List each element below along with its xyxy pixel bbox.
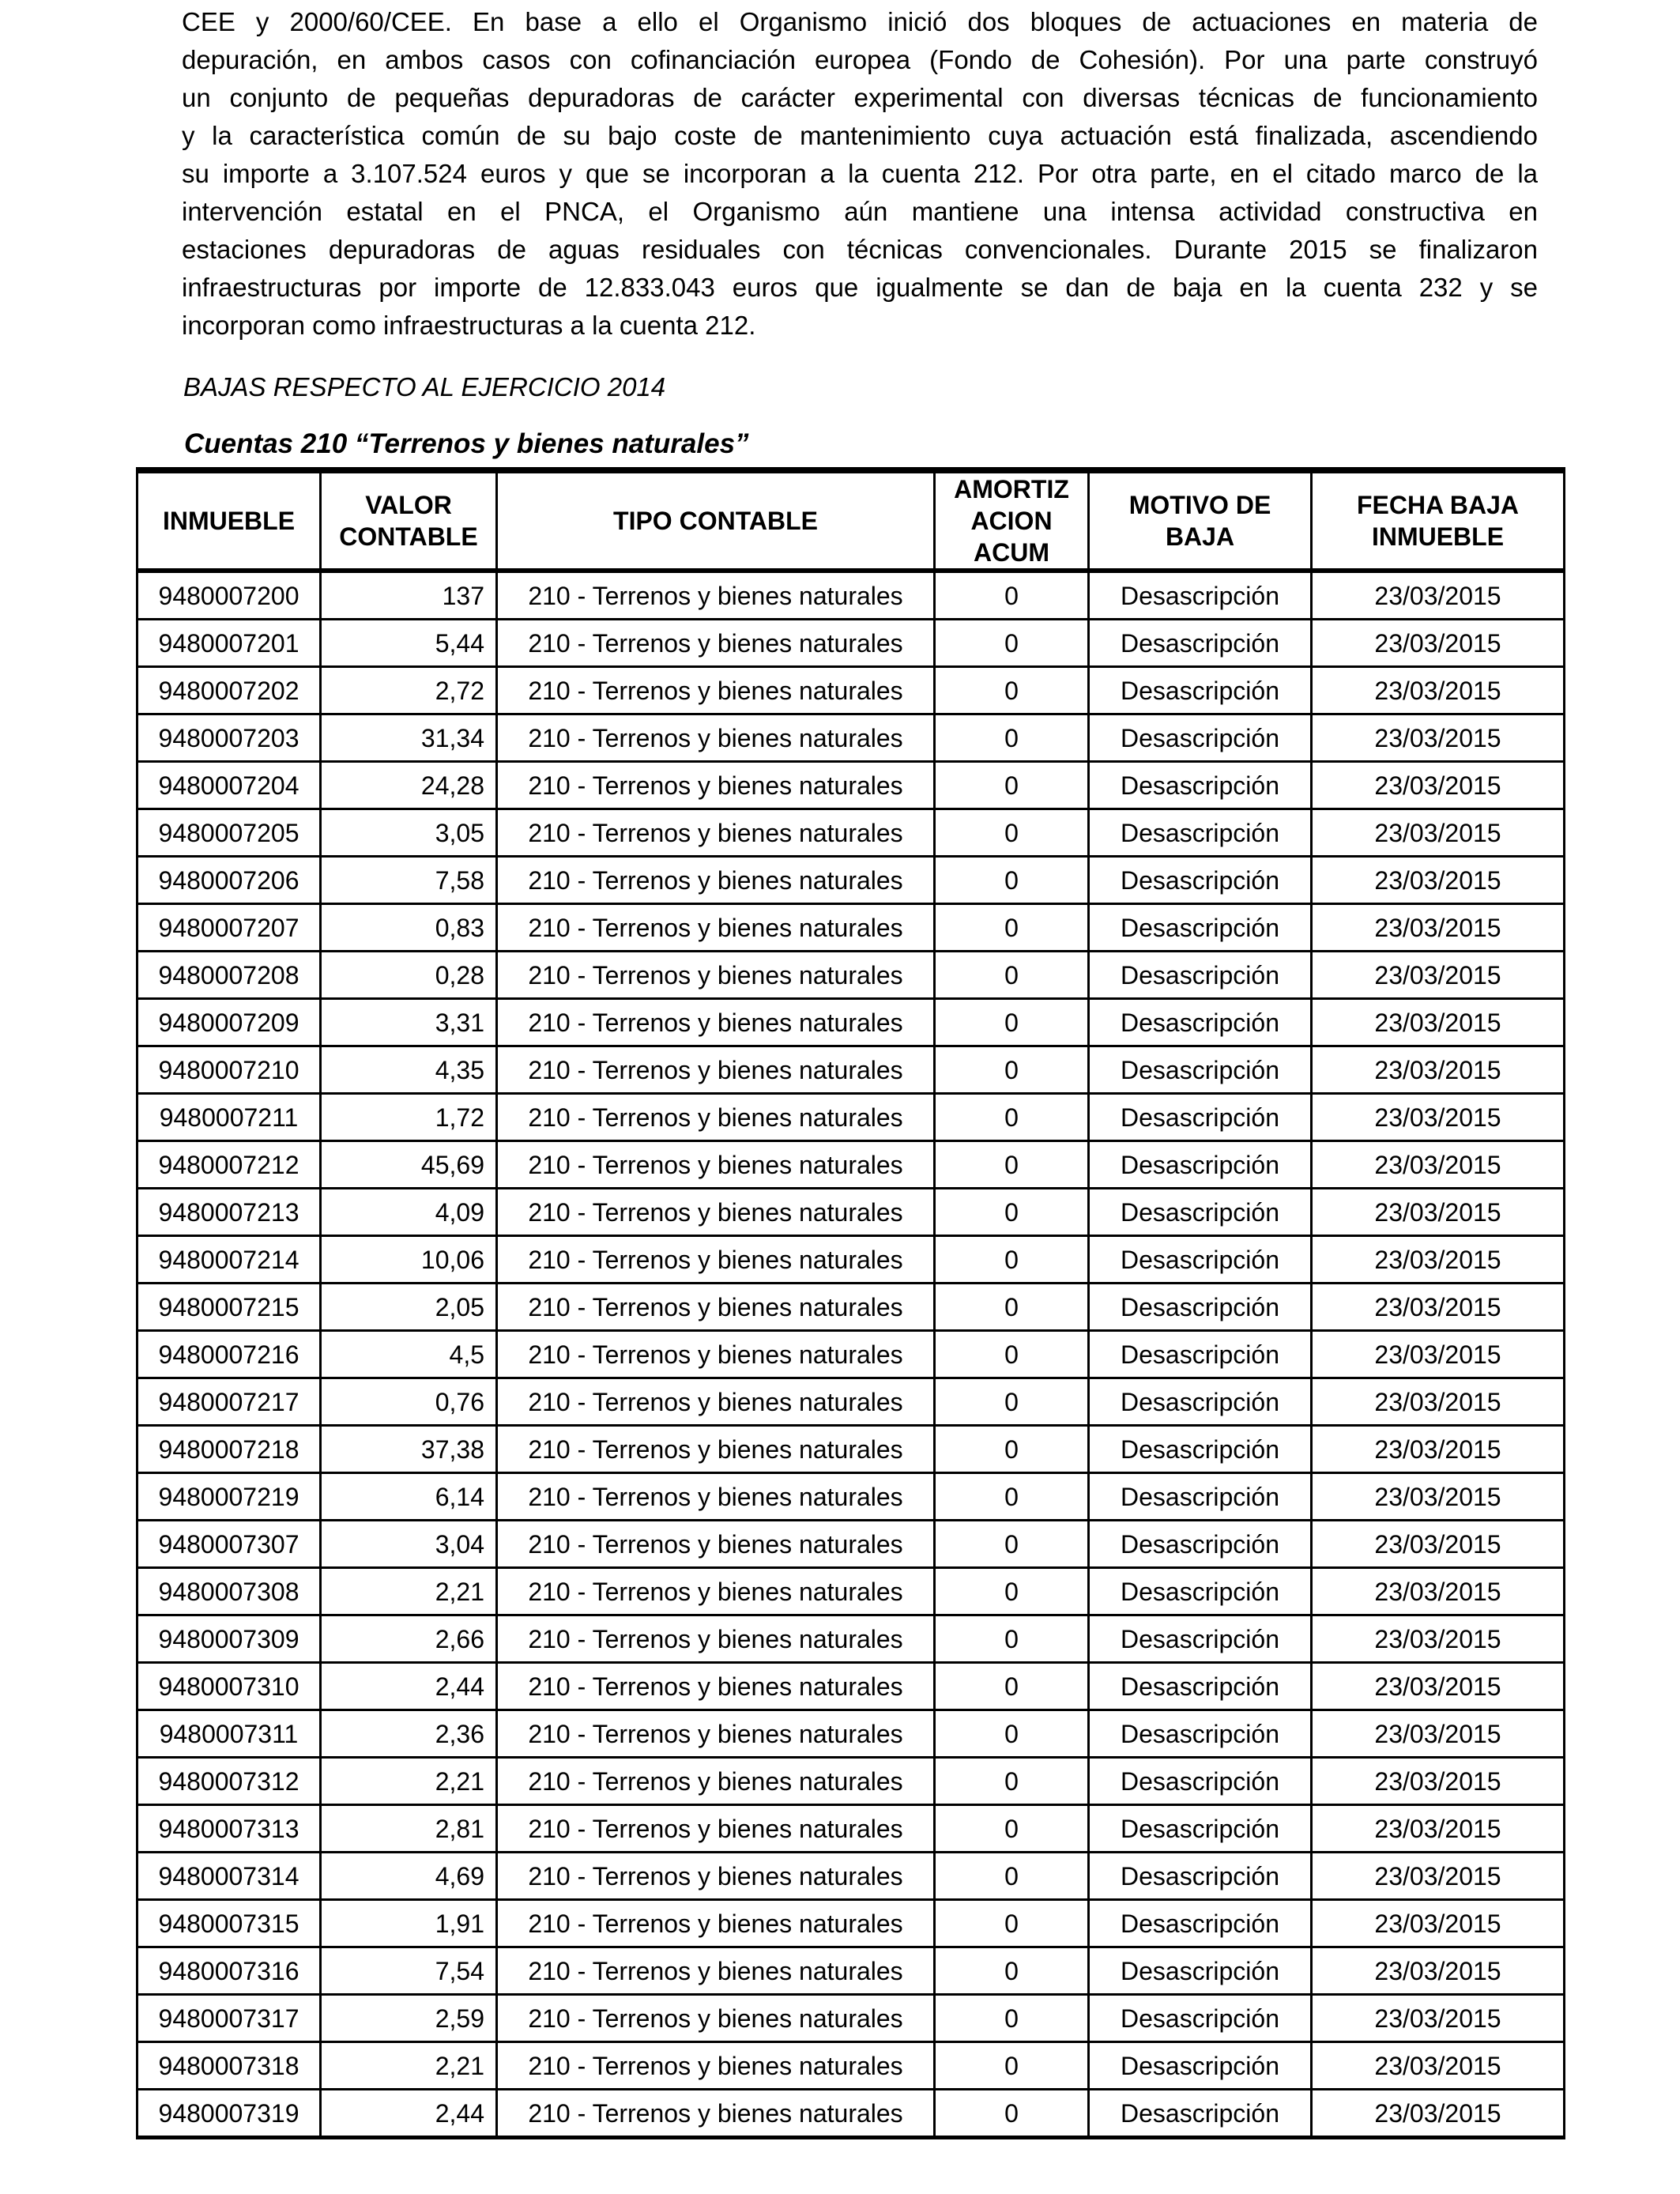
valor-contable-cell: 2,44: [321, 1663, 497, 1710]
fecha-baja-inmueble-cell: 23/03/2015: [1312, 1947, 1565, 1995]
valor-contable-cell: 3,05: [321, 809, 497, 857]
fecha-baja-inmueble-cell: 23/03/2015: [1312, 1521, 1565, 1568]
motivo-baja-cell: Desascripción: [1089, 571, 1312, 620]
table-row: [137, 571, 1565, 620]
motivo-baja-cell: Desascripción: [1089, 1473, 1312, 1521]
table-row: [137, 1947, 1565, 1995]
tipo-contable-cell: 210 - Terrenos y bienes naturales: [497, 1758, 935, 1805]
bajas-table: [136, 467, 1565, 2139]
valor-contable-cell: 4,5: [321, 1331, 497, 1378]
tipo-contable-cell: 210 - Terrenos y bienes naturales: [497, 714, 935, 762]
inmueble-cell: 9480007214: [137, 1236, 321, 1284]
valor-contable-cell: 2,81: [321, 1805, 497, 1853]
amortizacion-acum-cell: 0: [935, 620, 1089, 667]
tipo-contable-cell: 210 - Terrenos y bienes naturales: [497, 620, 935, 667]
amortizacion-acum-cell: 0: [935, 1426, 1089, 1473]
table-row: [137, 1189, 1565, 1236]
valor-contable-cell: 37,38: [321, 1426, 497, 1473]
valor-contable-cell: 2,21: [321, 1568, 497, 1615]
valor-contable-cell: 3,04: [321, 1521, 497, 1568]
paragraph-line: CEE y 2000/60/CEE. En base a ello el Organismo inició dos bloques de actuaciones en materia de: [182, 7, 1538, 36]
tipo-contable-cell: 210 - Terrenos y bienes naturales: [497, 857, 935, 904]
table-row: [137, 1615, 1565, 1663]
valor-contable-cell: 4,09: [321, 1189, 497, 1236]
inmueble-cell: 9480007204: [137, 762, 321, 809]
fecha-baja-inmueble-cell: 23/03/2015: [1312, 2090, 1565, 2138]
fecha-baja-inmueble-cell: 23/03/2015: [1312, 1189, 1565, 1236]
motivo-baja-cell: Desascripción: [1089, 2090, 1312, 2138]
motivo-baja-cell: Desascripción: [1089, 1663, 1312, 1710]
fecha-baja-inmueble-cell: 23/03/2015: [1312, 809, 1565, 857]
paragraph-line: depuración, en ambos casos con cofinanciación europea (Fondo de Cohesión). Por una parte construyó: [182, 45, 1538, 74]
fecha-baja-inmueble-cell: 23/03/2015: [1312, 1473, 1565, 1521]
fecha-baja-inmueble-cell: 23/03/2015: [1312, 1995, 1565, 2042]
table-row: [137, 1141, 1565, 1189]
table-row: [137, 904, 1565, 952]
motivo-baja-cell: Desascripción: [1089, 1900, 1312, 1947]
amortizacion-acum-cell: 0: [935, 1805, 1089, 1853]
column-header-motivo-baja: MOTIVO DE BAJA: [1089, 470, 1312, 571]
motivo-baja-cell: Desascripción: [1089, 857, 1312, 904]
inmueble-cell: 9480007211: [137, 1094, 321, 1141]
inmueble-cell: 9480007308: [137, 1568, 321, 1615]
table-row: [137, 1900, 1565, 1947]
valor-contable-cell: 2,66: [321, 1615, 497, 1663]
table-row: [137, 1568, 1565, 1615]
valor-contable-cell: 31,34: [321, 714, 497, 762]
amortizacion-acum-cell: 0: [935, 714, 1089, 762]
tipo-contable-cell: 210 - Terrenos y bienes naturales: [497, 1284, 935, 1331]
fecha-baja-inmueble-cell: 23/03/2015: [1312, 571, 1565, 620]
amortizacion-acum-cell: 0: [935, 1615, 1089, 1663]
table-row: [137, 1995, 1565, 2042]
tipo-contable-cell: 210 - Terrenos y bienes naturales: [497, 1521, 935, 1568]
motivo-baja-cell: Desascripción: [1089, 1331, 1312, 1378]
amortizacion-acum-cell: 0: [935, 1521, 1089, 1568]
amortizacion-acum-cell: 0: [935, 952, 1089, 999]
tipo-contable-cell: 210 - Terrenos y bienes naturales: [497, 1094, 935, 1141]
paragraph-line: incorporan como infraestructuras a la cuenta 212.: [182, 311, 756, 340]
motivo-baja-cell: Desascripción: [1089, 714, 1312, 762]
paragraph-line: infraestructuras por importe de 12.833.043 euros que igualmente se dan de baja en la cuenta 232 y se: [182, 273, 1538, 302]
fecha-baja-inmueble-cell: 23/03/2015: [1312, 2042, 1565, 2090]
motivo-baja-cell: Desascripción: [1089, 1805, 1312, 1853]
table-caption: Cuentas 210 “Terrenos y bienes naturales”: [184, 428, 749, 459]
motivo-baja-cell: Desascripción: [1089, 1094, 1312, 1141]
inmueble-cell: 9480007218: [137, 1426, 321, 1473]
fecha-baja-inmueble-cell: 23/03/2015: [1312, 1615, 1565, 1663]
inmueble-cell: 9480007200: [137, 571, 321, 620]
valor-contable-cell: 0,83: [321, 904, 497, 952]
table-row: [137, 667, 1565, 714]
amortizacion-acum-cell: 0: [935, 1046, 1089, 1094]
amortizacion-acum-cell: 0: [935, 904, 1089, 952]
tipo-contable-cell: 210 - Terrenos y bienes naturales: [497, 1046, 935, 1094]
amortizacion-acum-cell: 0: [935, 667, 1089, 714]
amortizacion-acum-cell: 0: [935, 1094, 1089, 1141]
inmueble-cell: 9480007311: [137, 1710, 321, 1758]
fecha-baja-inmueble-cell: 23/03/2015: [1312, 1663, 1565, 1710]
valor-contable-cell: 1,72: [321, 1094, 497, 1141]
fecha-baja-inmueble-cell: 23/03/2015: [1312, 1094, 1565, 1141]
fecha-baja-inmueble-cell: 23/03/2015: [1312, 1900, 1565, 1947]
inmueble-cell: 9480007217: [137, 1378, 321, 1426]
fecha-baja-inmueble-cell: 23/03/2015: [1312, 667, 1565, 714]
valor-contable-cell: 137: [321, 571, 497, 620]
tipo-contable-cell: 210 - Terrenos y bienes naturales: [497, 1900, 935, 1947]
valor-contable-cell: 2,36: [321, 1710, 497, 1758]
table-row: [137, 1426, 1565, 1473]
motivo-baja-cell: Desascripción: [1089, 1853, 1312, 1900]
motivo-baja-cell: Desascripción: [1089, 667, 1312, 714]
tipo-contable-cell: 210 - Terrenos y bienes naturales: [497, 1995, 935, 2042]
inmueble-cell: 9480007201: [137, 620, 321, 667]
tipo-contable-cell: 210 - Terrenos y bienes naturales: [497, 809, 935, 857]
inmueble-cell: 9480007210: [137, 1046, 321, 1094]
table-row: [137, 809, 1565, 857]
inmueble-cell: 9480007317: [137, 1995, 321, 2042]
inmueble-cell: 9480007219: [137, 1473, 321, 1521]
table-header-row: [137, 470, 1565, 571]
inmueble-cell: 9480007216: [137, 1331, 321, 1378]
amortizacion-acum-cell: 0: [935, 999, 1089, 1046]
fecha-baja-inmueble-cell: 23/03/2015: [1312, 1236, 1565, 1284]
tipo-contable-cell: 210 - Terrenos y bienes naturales: [497, 1947, 935, 1995]
tipo-contable-cell: 210 - Terrenos y bienes naturales: [497, 2090, 935, 2138]
inmueble-cell: 9480007307: [137, 1521, 321, 1568]
amortizacion-acum-cell: 0: [935, 1710, 1089, 1758]
inmueble-cell: 9480007209: [137, 999, 321, 1046]
motivo-baja-cell: Desascripción: [1089, 2042, 1312, 2090]
tipo-contable-cell: 210 - Terrenos y bienes naturales: [497, 1805, 935, 1853]
valor-contable-cell: 2,21: [321, 2042, 497, 2090]
tipo-contable-cell: 210 - Terrenos y bienes naturales: [497, 762, 935, 809]
fecha-baja-inmueble-cell: 23/03/2015: [1312, 1853, 1565, 1900]
motivo-baja-cell: Desascripción: [1089, 1378, 1312, 1426]
motivo-baja-cell: Desascripción: [1089, 1568, 1312, 1615]
inmueble-cell: 9480007213: [137, 1189, 321, 1236]
amortizacion-acum-cell: 0: [935, 1189, 1089, 1236]
tipo-contable-cell: 210 - Terrenos y bienes naturales: [497, 571, 935, 620]
table-row: [137, 1473, 1565, 1521]
valor-contable-cell: 1,91: [321, 1900, 497, 1947]
table-row: [137, 952, 1565, 999]
table-row: [137, 2090, 1565, 2138]
valor-contable-cell: 7,58: [321, 857, 497, 904]
valor-contable-cell: 2,72: [321, 667, 497, 714]
inmueble-cell: 9480007205: [137, 809, 321, 857]
tipo-contable-cell: 210 - Terrenos y bienes naturales: [497, 1141, 935, 1189]
amortizacion-acum-cell: 0: [935, 1663, 1089, 1710]
paragraph-line: su importe a 3.107.524 euros y que se incorporan a la cuenta 212. Por otra parte, en el citado marco de la: [182, 159, 1538, 188]
valor-contable-cell: 6,14: [321, 1473, 497, 1521]
valor-contable-cell: 2,21: [321, 1758, 497, 1805]
inmueble-cell: 9480007312: [137, 1758, 321, 1805]
amortizacion-acum-cell: 0: [935, 2042, 1089, 2090]
inmueble-cell: 9480007207: [137, 904, 321, 952]
motivo-baja-cell: Desascripción: [1089, 1284, 1312, 1331]
motivo-baja-cell: Desascripción: [1089, 1189, 1312, 1236]
table-row: [137, 1378, 1565, 1426]
valor-contable-cell: 24,28: [321, 762, 497, 809]
paragraph-line: intervención estatal en el PNCA, el Organismo aún mantiene una intensa actividad constructiva en: [182, 197, 1538, 226]
paragraph-line: y la característica común de su bajo coste de mantenimiento cuya actuación está finalizada, ascendiendo: [182, 121, 1538, 150]
fecha-baja-inmueble-cell: 23/03/2015: [1312, 1141, 1565, 1189]
inmueble-cell: 9480007315: [137, 1900, 321, 1947]
table-row: [137, 1758, 1565, 1805]
table-row: [137, 2042, 1565, 2090]
table-row: [137, 1853, 1565, 1900]
paragraph-line: estaciones depuradoras de aguas residuales con técnicas convencionales. Durante 2015 se finalizaron: [182, 235, 1538, 264]
table-row: [137, 620, 1565, 667]
table-row: [137, 762, 1565, 809]
motivo-baja-cell: Desascripción: [1089, 952, 1312, 999]
tipo-contable-cell: 210 - Terrenos y bienes naturales: [497, 1615, 935, 1663]
fecha-baja-inmueble-cell: 23/03/2015: [1312, 1805, 1565, 1853]
inmueble-cell: 9480007212: [137, 1141, 321, 1189]
fecha-baja-inmueble-cell: 23/03/2015: [1312, 620, 1565, 667]
table-row: [137, 1805, 1565, 1853]
tipo-contable-cell: 210 - Terrenos y bienes naturales: [497, 1189, 935, 1236]
inmueble-cell: 9480007202: [137, 667, 321, 714]
column-header-amortizacion-acum: AMORTIZ ACION ACUM: [935, 470, 1089, 571]
amortizacion-acum-cell: 0: [935, 1284, 1089, 1331]
inmueble-cell: 9480007309: [137, 1615, 321, 1663]
column-header-valor-contable: VALOR CONTABLE: [321, 470, 497, 571]
motivo-baja-cell: Desascripción: [1089, 1758, 1312, 1805]
amortizacion-acum-cell: 0: [935, 571, 1089, 620]
motivo-baja-cell: Desascripción: [1089, 1141, 1312, 1189]
tipo-contable-cell: 210 - Terrenos y bienes naturales: [497, 952, 935, 999]
tipo-contable-cell: 210 - Terrenos y bienes naturales: [497, 1236, 935, 1284]
inmueble-cell: 9480007310: [137, 1663, 321, 1710]
fecha-baja-inmueble-cell: 23/03/2015: [1312, 857, 1565, 904]
column-header-tipo-contable: TIPO CONTABLE: [497, 470, 935, 571]
valor-contable-cell: 5,44: [321, 620, 497, 667]
fecha-baja-inmueble-cell: 23/03/2015: [1312, 714, 1565, 762]
valor-contable-cell: 4,69: [321, 1853, 497, 1900]
fecha-baja-inmueble-cell: 23/03/2015: [1312, 1331, 1565, 1378]
inmueble-cell: 9480007203: [137, 714, 321, 762]
amortizacion-acum-cell: 0: [935, 2090, 1089, 2138]
table-row: [137, 1284, 1565, 1331]
motivo-baja-cell: Desascripción: [1089, 1615, 1312, 1663]
inmueble-cell: 9480007318: [137, 2042, 321, 2090]
tipo-contable-cell: 210 - Terrenos y bienes naturales: [497, 1331, 935, 1378]
fecha-baja-inmueble-cell: 23/03/2015: [1312, 1426, 1565, 1473]
amortizacion-acum-cell: 0: [935, 1758, 1089, 1805]
motivo-baja-cell: Desascripción: [1089, 809, 1312, 857]
motivo-baja-cell: Desascripción: [1089, 1710, 1312, 1758]
table-row: [137, 1094, 1565, 1141]
tipo-contable-cell: 210 - Terrenos y bienes naturales: [497, 1426, 935, 1473]
inmueble-cell: 9480007313: [137, 1805, 321, 1853]
table-row: [137, 857, 1565, 904]
inmueble-cell: 9480007215: [137, 1284, 321, 1331]
motivo-baja-cell: Desascripción: [1089, 1426, 1312, 1473]
tipo-contable-cell: 210 - Terrenos y bienes naturales: [497, 1473, 935, 1521]
amortizacion-acum-cell: 0: [935, 1236, 1089, 1284]
column-header-fecha-baja-inmueble: FECHA BAJA INMUEBLE: [1312, 470, 1565, 571]
motivo-baja-cell: Desascripción: [1089, 1046, 1312, 1094]
motivo-baja-cell: Desascripción: [1089, 1236, 1312, 1284]
valor-contable-cell: 0,28: [321, 952, 497, 999]
valor-contable-cell: 7,54: [321, 1947, 497, 1995]
amortizacion-acum-cell: 0: [935, 1947, 1089, 1995]
fecha-baja-inmueble-cell: 23/03/2015: [1312, 1284, 1565, 1331]
table-row: [137, 1331, 1565, 1378]
amortizacion-acum-cell: 0: [935, 1568, 1089, 1615]
motivo-baja-cell: Desascripción: [1089, 999, 1312, 1046]
column-header-inmueble: INMUEBLE: [137, 470, 321, 571]
paragraph-line: un conjunto de pequeñas depuradoras de carácter experimental con diversas técnicas de funcionamiento: [182, 83, 1538, 112]
tipo-contable-cell: 210 - Terrenos y bienes naturales: [497, 1710, 935, 1758]
tipo-contable-cell: 210 - Terrenos y bienes naturales: [497, 1568, 935, 1615]
fecha-baja-inmueble-cell: 23/03/2015: [1312, 1046, 1565, 1094]
fecha-baja-inmueble-cell: 23/03/2015: [1312, 999, 1565, 1046]
tipo-contable-cell: 210 - Terrenos y bienes naturales: [497, 1853, 935, 1900]
intro-paragraph: [182, 3, 1538, 345]
fecha-baja-inmueble-cell: 23/03/2015: [1312, 1568, 1565, 1615]
amortizacion-acum-cell: 0: [935, 1378, 1089, 1426]
motivo-baja-cell: Desascripción: [1089, 1947, 1312, 1995]
table-row: [137, 1663, 1565, 1710]
fecha-baja-inmueble-cell: 23/03/2015: [1312, 904, 1565, 952]
fecha-baja-inmueble-cell: 23/03/2015: [1312, 1758, 1565, 1805]
tipo-contable-cell: 210 - Terrenos y bienes naturales: [497, 1663, 935, 1710]
inmueble-cell: 9480007208: [137, 952, 321, 999]
section-heading: BAJAS RESPECTO AL EJERCICIO 2014: [183, 372, 666, 401]
table-row: [137, 999, 1565, 1046]
amortizacion-acum-cell: 0: [935, 762, 1089, 809]
valor-contable-cell: 0,76: [321, 1378, 497, 1426]
fecha-baja-inmueble-cell: 23/03/2015: [1312, 762, 1565, 809]
amortizacion-acum-cell: 0: [935, 857, 1089, 904]
tipo-contable-cell: 210 - Terrenos y bienes naturales: [497, 2042, 935, 2090]
valor-contable-cell: 4,35: [321, 1046, 497, 1094]
table-row: [137, 1710, 1565, 1758]
fecha-baja-inmueble-cell: 23/03/2015: [1312, 1378, 1565, 1426]
motivo-baja-cell: Desascripción: [1089, 762, 1312, 809]
tipo-contable-cell: 210 - Terrenos y bienes naturales: [497, 904, 935, 952]
motivo-baja-cell: Desascripción: [1089, 1521, 1312, 1568]
table-row: [137, 1046, 1565, 1094]
fecha-baja-inmueble-cell: 23/03/2015: [1312, 1710, 1565, 1758]
amortizacion-acum-cell: 0: [935, 1473, 1089, 1521]
inmueble-cell: 9480007319: [137, 2090, 321, 2138]
valor-contable-cell: 45,69: [321, 1141, 497, 1189]
tipo-contable-cell: 210 - Terrenos y bienes naturales: [497, 999, 935, 1046]
valor-contable-cell: 3,31: [321, 999, 497, 1046]
valor-contable-cell: 2,59: [321, 1995, 497, 2042]
fecha-baja-inmueble-cell: 23/03/2015: [1312, 952, 1565, 999]
valor-contable-cell: 2,44: [321, 2090, 497, 2138]
motivo-baja-cell: Desascripción: [1089, 620, 1312, 667]
amortizacion-acum-cell: 0: [935, 1331, 1089, 1378]
table-row: [137, 714, 1565, 762]
amortizacion-acum-cell: 0: [935, 1995, 1089, 2042]
amortizacion-acum-cell: 0: [935, 809, 1089, 857]
amortizacion-acum-cell: 0: [935, 1141, 1089, 1189]
table-row: [137, 1236, 1565, 1284]
inmueble-cell: 9480007314: [137, 1853, 321, 1900]
inmueble-cell: 9480007316: [137, 1947, 321, 1995]
valor-contable-cell: 2,05: [321, 1284, 497, 1331]
tipo-contable-cell: 210 - Terrenos y bienes naturales: [497, 1378, 935, 1426]
valor-contable-cell: 10,06: [321, 1236, 497, 1284]
amortizacion-acum-cell: 0: [935, 1853, 1089, 1900]
motivo-baja-cell: Desascripción: [1089, 1995, 1312, 2042]
motivo-baja-cell: Desascripción: [1089, 904, 1312, 952]
amortizacion-acum-cell: 0: [935, 1900, 1089, 1947]
tipo-contable-cell: 210 - Terrenos y bienes naturales: [497, 667, 935, 714]
table-row: [137, 1521, 1565, 1568]
inmueble-cell: 9480007206: [137, 857, 321, 904]
